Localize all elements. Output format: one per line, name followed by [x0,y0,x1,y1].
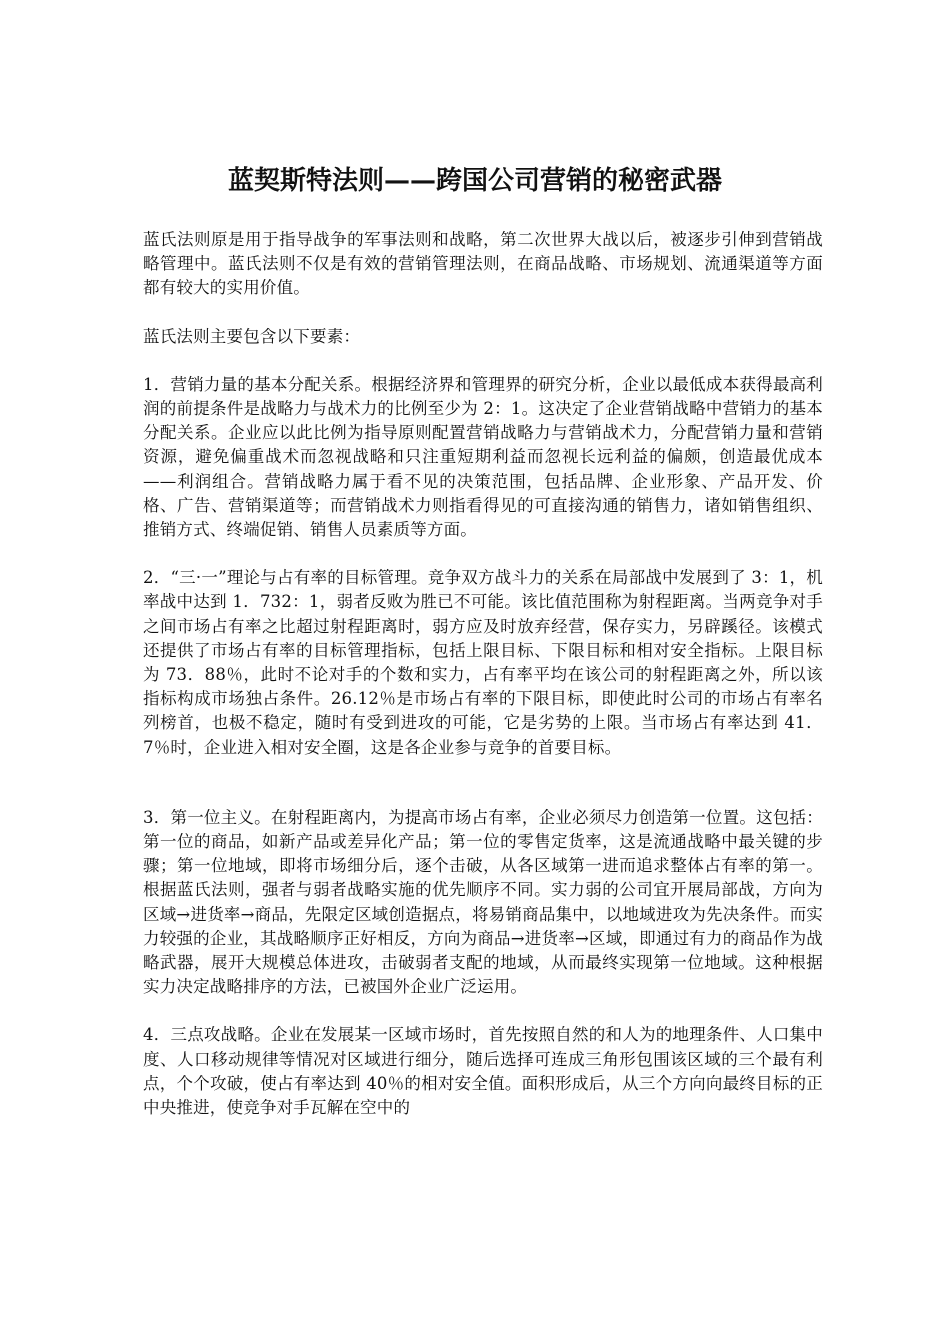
paragraph-point-1: 1．营销力量的基本分配关系。根据经济界和管理界的研究分析，企业以最低成本获得最高利润的前提条件是战略力与战术力的比例至少为 2：1。这决定了企业营销战略中营销力的基本分配关系。企业应以此比例为指导原则配置营销战略力与营销战术力，分配营销力量和营销资源，避免偏重战术而忽视战略和只注重短期利益而忽视长远利益的偏颇，创造最优成本——利润组合。营销战略力属于看不见的决策范围，包括品牌、企业形象、产品开发、价格、广告、营销渠道等；而营销战术力则指看得见的可直接沟通的销售力，诸如销售组织、推销方式、终端促销、销售人员素质等方面。 [143,374,823,540]
document-title: 蓝契斯特法则——跨国公司营销的秘密武器 [227,166,722,196]
document-body [143,228,823,1120]
paragraph-point-2: 2．“三·一”理论与占有率的目标管理。竞争双方战斗力的关系在局部战中发展到了 3：1，机率战中达到 1．732：1，弱者反败为胜已不可能。该比值范围称为射程距离。当两竞争对手之间市场占有率之比超过射程距离时，弱方应及时放弃经营，保存实力，另辟蹊径。该模式还提供了市场占有率的目标管理指标，包括上限目标、下限目标和相对安全指标。上限目标为 73．88％，此时不论对手的个数和实力，占有率平均在该公司的射程距离之外，所以该指标构成市场独占条件。26.12％是市场占有率的下限目标，即使此时公司的市场占有率名列榜首，也极不稳定，随时有受到进攻的可能，它是劣势的上限。当市场占有率达到 41．7％时，企业进入相对安全圈，这是各企业参与竞争的首要目标。 [143,568,823,757]
paragraph-elements-heading: 蓝氏法则主要包含以下要素： [143,326,361,346]
paragraph-point-4: 4．三点攻战略。企业在发展某一区域市场时，首先按照自然的和人为的地理条件、人口集中度、人口移动规律等情况对区域进行细分，随后选择可连成三角形包围该区域的三个最有利点，个个攻破，使占有率达到 40％的相对安全值。面积形成后，从三个方向向最终目标的正中央推进，使竞争对手瓦解在空中的 [143,1025,823,1118]
paragraph-intro: 蓝氏法则原是用于指导战争的军事法则和战略，第二次世界大战以后，被逐步引伸到营销战略管理中。蓝氏法则不仅是有效的营销管理法则，在商品战略、市场规划、流通渠道等方面都有较大的实用价值。 [143,230,823,298]
paragraph-point-3: 3．第一位主义。在射程距离内，为提高市场占有率，企业必须尽力创造第一位置。这包括：第一位的商品，如新产品或差异化产品；第一位的零售定货率，这是流通战略中最关键的步骤；第一位地域，即将市场细分后，逐个击破，从各区域第一进而追求整体占有率的第一。根据蓝氏法则，强者与弱者战略实施的优先顺序不同。实力弱的公司宜开展局部战，方向为区域→进货率→商品，先限定区域创造据点，将易销商品集中，以地域进攻为先决条件。而实力较强的企业，其战略顺序正好相反，方向为商品→进货率→区域，即通过有力的商品作为战略武器，展开大规模总体进攻，击破弱者支配的地域，从而最终实现第一位地域。这种根据实力决定战略排序的方法，已被国外企业广泛运用。 [143,807,823,997]
